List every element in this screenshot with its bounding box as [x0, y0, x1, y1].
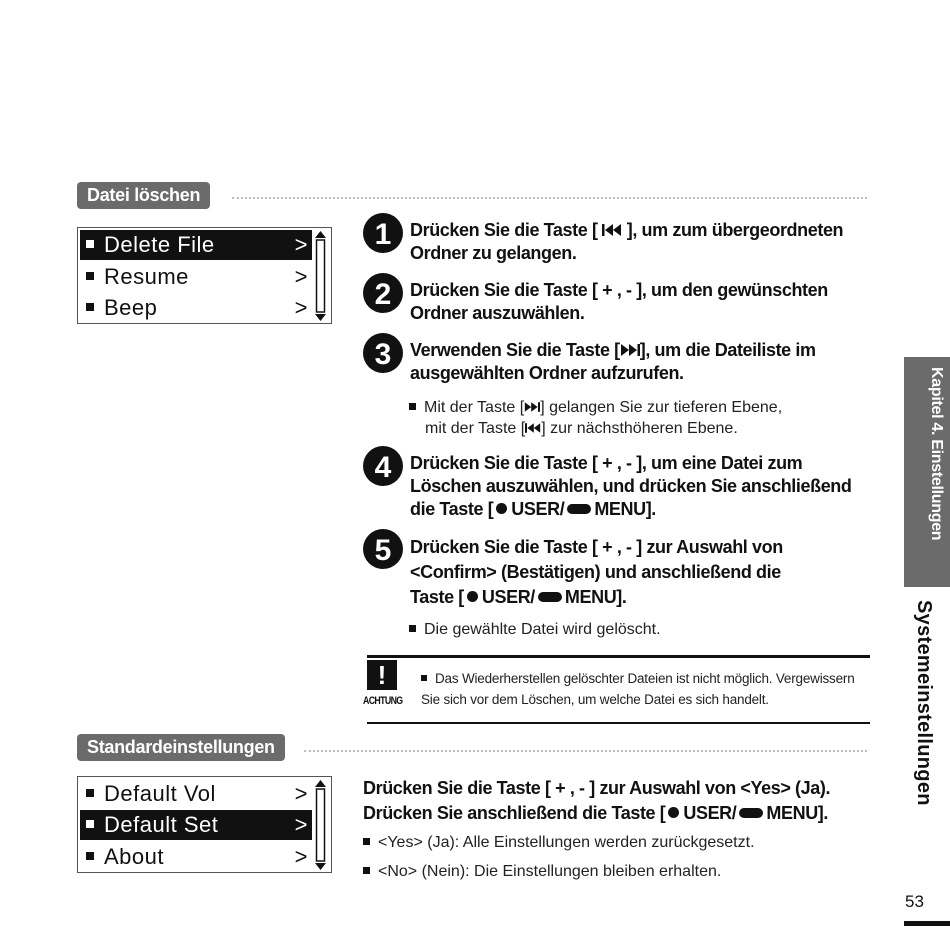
bullet-square-icon	[363, 867, 370, 874]
chevron-right-icon: >	[294, 844, 308, 869]
step-5-note: Die gewählte Datei wird gelöscht.	[409, 619, 879, 640]
bullet-icon	[86, 240, 94, 248]
menu-item-default-set	[80, 810, 312, 840]
step-number-2-icon	[363, 273, 403, 313]
scrollbar-icon	[314, 231, 327, 321]
svg-text:5: 5	[374, 534, 392, 567]
svg-text:1: 1	[374, 218, 392, 251]
step-number-4-icon	[363, 446, 403, 486]
scrollbar-icon	[314, 780, 327, 870]
device-screen-default-menu	[77, 776, 332, 873]
chapter-label: Kapitel 4. Einstellungen	[928, 367, 945, 541]
section-divider	[232, 197, 867, 199]
skip-back-icon	[602, 224, 622, 236]
chevron-right-icon: >	[294, 812, 308, 837]
section-divider	[304, 750, 867, 752]
bullet-square-icon	[363, 838, 370, 845]
menu-item-label: Delete File	[104, 232, 215, 257]
default-instruction: Drücken Sie die Taste [ + , - ] zur Auswahl von <Yes> (Ja). Drücken Sie anschließend die Taste [ USER/ MENU].	[363, 778, 831, 823]
menu-item-label: Default Vol	[104, 781, 216, 806]
chevron-right-icon: >	[294, 264, 308, 289]
menu-item-beep	[80, 293, 312, 323]
device-screen-delete-menu	[77, 227, 332, 324]
skip-forward-icon	[524, 402, 540, 412]
step-5-text: Drücken Sie die Taste [ + , - ] zur Auswahl von <Confirm> (Bestätigen) und anschließend die Taste [ USER/ MENU].	[410, 537, 783, 607]
menu-item-label: Beep	[104, 295, 158, 320]
bullet-icon	[86, 272, 94, 280]
step-4-text: Drücken Sie die Taste [ + , - ], um eine Datei zum Löschen auszuwählen, und drücken Sie anschließend die Taste [ USER/ MENU].	[410, 453, 852, 519]
section-title-standardeinstellungen: Standardeinstellungen	[77, 734, 285, 761]
bullet-icon	[86, 820, 94, 828]
menu-item-about	[80, 842, 312, 872]
menu-item-default-vol	[80, 779, 312, 809]
default-note-yes: <Yes> (Ja): Alle Einstellungen werden zurückgesetzt.	[363, 832, 755, 853]
bullet-icon	[86, 303, 94, 311]
round-button-icon	[467, 591, 478, 602]
menu-item-delete-file	[80, 230, 312, 260]
step-number-1-icon	[363, 213, 403, 253]
menu-item-resume	[80, 262, 312, 292]
chevron-right-icon: >	[294, 781, 308, 806]
round-button-icon	[496, 503, 507, 514]
chevron-right-icon: >	[294, 232, 308, 257]
step-number-3-icon	[363, 333, 403, 373]
warning-box	[363, 655, 870, 724]
pill-button-icon	[567, 504, 591, 514]
pill-button-icon	[739, 808, 763, 818]
warning-icon: !	[367, 660, 397, 690]
menu-item-label: Default Set	[104, 812, 219, 837]
page-number-bar	[904, 921, 950, 926]
svg-text:4: 4	[374, 451, 392, 484]
svg-text:2: 2	[374, 278, 392, 311]
step-3-note: Mit der Taste [ ] gelangen Sie zur tieferen Ebene, mit der Taste [ ] zur nächsthöheren Ebene.	[409, 397, 879, 439]
menu-item-label: Resume	[104, 264, 189, 289]
chevron-right-icon: >	[294, 295, 308, 320]
round-button-icon	[668, 807, 679, 818]
step-2-text: Drücken Sie die Taste [ + , - ], um den gewünschten Ordner auszuwählen.	[410, 280, 828, 323]
skip-forward-icon	[620, 344, 640, 356]
bullet-icon	[86, 789, 94, 797]
skip-back-icon	[525, 423, 541, 433]
step-number-5-icon	[363, 529, 403, 569]
page-number: 53	[905, 892, 924, 911]
svg-text:3: 3	[374, 338, 392, 371]
pill-button-icon	[538, 592, 562, 602]
section-title-datei-loeschen: Datei löschen	[77, 182, 210, 209]
default-note-no: <No> (Nein): Die Einstellungen bleiben erhalten.	[363, 861, 721, 882]
chapter-title: Systemeinstellungen	[913, 600, 935, 806]
bullet-icon	[86, 852, 94, 860]
step-3-text: Verwenden Sie die Taste [ ], um die Dateiliste im ausgewählten Ordner aufzurufen.	[410, 340, 816, 383]
bullet-square-icon	[421, 675, 427, 681]
step-1-text: Drücken Sie die Taste [ ], um zum übergeordneten Ordner zu gelangen.	[410, 220, 844, 263]
warning-label: ACHTUNG	[363, 695, 403, 707]
bullet-square-icon	[409, 403, 416, 410]
bullet-square-icon	[409, 625, 416, 632]
warning-text: Das Wiederherstellen gelöschter Dateien ist nicht möglich. Vergewissern Sie sich vor dem Löschen, um welche Datei es sich handelt.	[421, 671, 855, 707]
chapter-tab	[904, 357, 950, 587]
menu-item-label: About	[104, 844, 164, 869]
